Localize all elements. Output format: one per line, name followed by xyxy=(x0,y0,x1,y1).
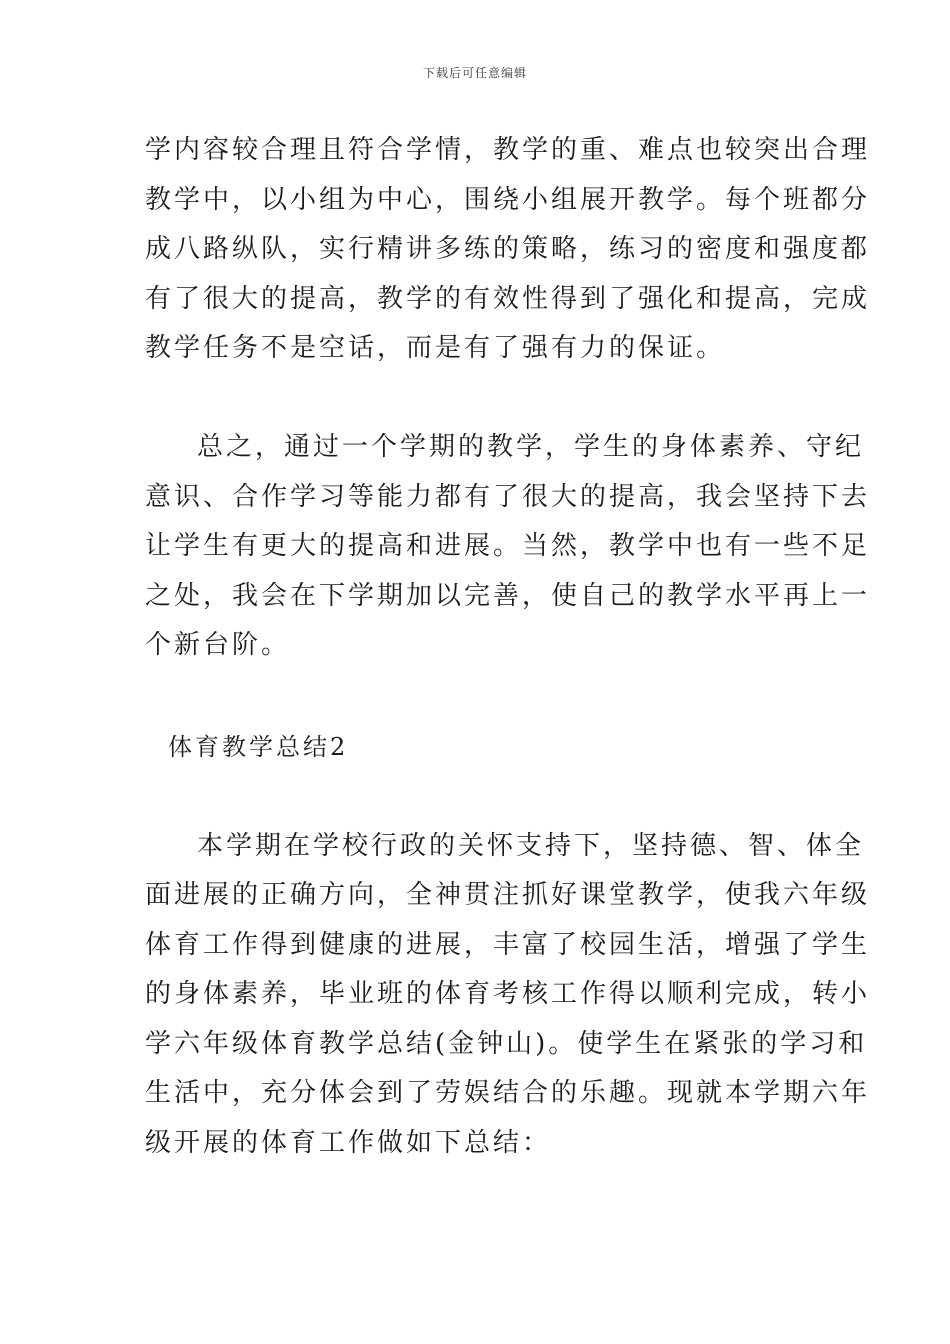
paragraph-2-line-2: 意识、合作学习等能力都有了很大的提高，我会坚持下去 xyxy=(145,482,871,512)
paragraph-3-line-4: 的身体素养，毕业班的体育考核工作得以顺利完成，转小 xyxy=(145,979,871,1009)
paragraph-1-line-5: 教学任务不是空话，而是有了强有力的保证。 xyxy=(145,333,726,363)
paragraph-3-line-2: 面进展的正确方向，全神贯注抓好课堂教学，使我六年级 xyxy=(145,880,871,910)
page-header-note: 下载后可任意编辑 xyxy=(422,66,527,80)
paragraph-1-line-1: 学内容较合理且符合学情，教学的重、难点也较突出合理 xyxy=(145,135,871,165)
paragraph-3-line-3: 体育工作得到健康的进展，丰富了校园生活，增强了学生 xyxy=(145,930,871,960)
paragraph-2-line-5: 个新台阶。 xyxy=(145,630,291,660)
paragraph-2-line-3: 让学生有更大的提高和进展。当然，教学中也有一些不足 xyxy=(145,531,871,561)
paragraph-2-line-4: 之处，我会在下学期加以完善，使自己的教学水平再上一 xyxy=(145,581,871,611)
paragraph-3-line-6: 生活中，充分体会到了劳娱结合的乐趣。现就本学期六年 xyxy=(145,1078,871,1108)
paragraph-1-line-4: 有了很大的提高，教学的有效性得到了强化和提高，完成 xyxy=(145,284,871,314)
paragraph-2-line-1: 总之，通过一个学期的教学，学生的身体素养、守纪 xyxy=(197,432,865,462)
paragraph-3-line-7: 级开展的体育工作做如下总结： xyxy=(145,1128,552,1158)
paragraph-1-line-2: 教学中，以小组为中心，围绕小组展开教学。每个班都分 xyxy=(145,185,871,215)
paragraph-3-line-5: 学六年级体育教学总结(金钟山)。使学生在紧张的学习和 xyxy=(145,1029,868,1059)
paragraph-1-line-3: 成八路纵队，实行精讲多练的策略，练习的密度和强度都 xyxy=(145,234,871,264)
paragraph-3-line-1: 本学期在学校行政的关怀支持下，坚持德、智、体全 xyxy=(197,831,865,861)
section-heading: 体育教学总结2 xyxy=(168,733,349,761)
